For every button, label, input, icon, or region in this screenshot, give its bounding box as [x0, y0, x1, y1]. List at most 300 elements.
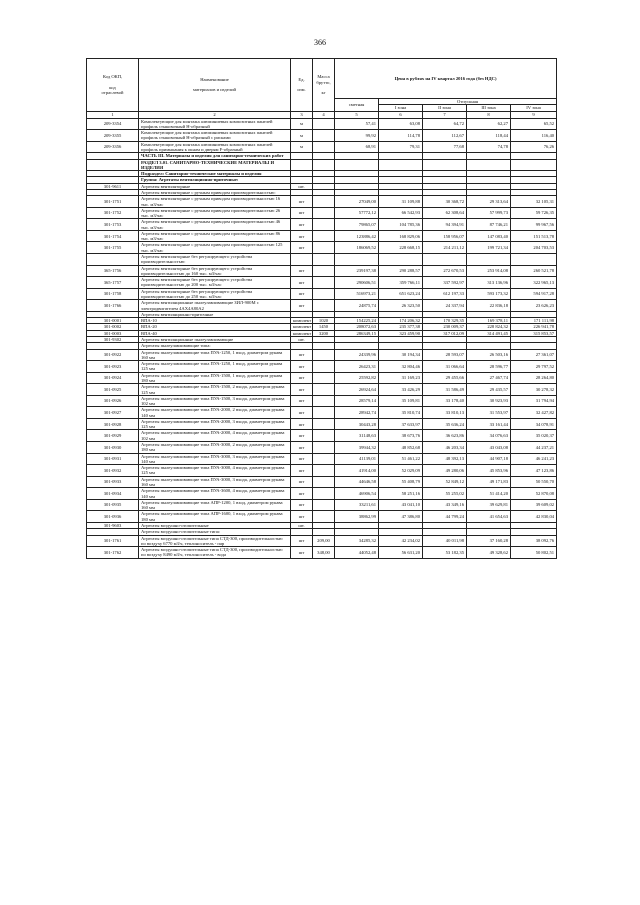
row-zone-4-price: 99 967,56: [511, 219, 557, 231]
row-mass: [313, 300, 335, 312]
row-zone-1-price: 42 234,02: [379, 535, 423, 547]
row-mass: [313, 476, 335, 488]
row-unit: м: [291, 130, 313, 142]
row-unit: шт: [291, 242, 313, 254]
row-zone-3-price: 147 083,40: [467, 230, 511, 242]
row-zone-2-price: 64,72: [423, 118, 467, 130]
row-name: Агрегаты вентиляторные с ручным приводом производительностью:: [139, 189, 291, 195]
row-zone-4-price: 322 965,13: [511, 277, 557, 289]
row-zone-1-price: 47 386,80: [379, 511, 423, 523]
row-zone-2-price: 48 392,13: [423, 453, 467, 465]
row-zone-3-price: 22 836,18: [467, 300, 511, 312]
row-estimate-price: 26423,31: [335, 361, 379, 373]
row-zone-3-price: 29 313,64: [467, 196, 511, 208]
row-name: Агрегаты вентиляторные без регулирующего устройства производительностью до 160 тыс. м3/час: [139, 265, 291, 277]
table-row: [87, 130, 557, 142]
row-estimate-price: 44646,58: [335, 476, 379, 488]
column-number: 5: [335, 111, 379, 118]
row-zone-2-price: 28 593,07: [423, 349, 467, 361]
row-name: Агрегаты воздушно-отопительные типа:: [139, 529, 291, 535]
row-zone-3-price: 28 596,77: [467, 361, 511, 373]
row-zone-3-price: 49 171,83: [467, 476, 511, 488]
row-code: 301-0926: [87, 395, 139, 407]
row-zone-4-price: 31 794,94: [511, 395, 557, 407]
row-zone-4-price: 204 703,53: [511, 242, 557, 254]
row-name: Агрегаты пылеулавливающие типа ПУА-1500, 2 входа, диаметром рукава 125 мм: [139, 384, 291, 396]
row-unit: шт: [291, 488, 313, 500]
header-zone-3: III зона: [467, 105, 511, 111]
row-zone-2-price: 24 337,94: [423, 300, 467, 312]
row-unit: комплект: [291, 318, 313, 324]
row-zone-1-price: 168 829,06: [379, 230, 423, 242]
row-zone-3-price: 228 824,32: [467, 324, 511, 330]
row-name: Агрегаты вентиляторные с ручным приводом производительностью 86 тыс. м3/час: [139, 230, 291, 242]
row-estimate-price: 28942,74: [335, 407, 379, 419]
row-zone-4-price: 44 237,21: [511, 442, 557, 454]
row-name: Агрегаты пылеулавливающие типа ПУА-1500, 1 вход, диаметром рукава 180 мм: [139, 372, 291, 384]
row-name: ЧАСТЬ III. Материалы и изделия для санитарно-технических работ: [139, 153, 291, 159]
row-estimate-price: 41139,01: [335, 453, 379, 465]
row-mass: [313, 361, 335, 373]
row-zone-3-price: 44 907,18: [467, 453, 511, 465]
row-zone-1-price: 56 631,20: [379, 547, 423, 559]
row-zone-1-price: 55 408,79: [379, 476, 423, 488]
row-zone-4-price: 32 105,31: [511, 196, 557, 208]
row-zone-2-price: 94 394,91: [423, 219, 467, 231]
row-zone-1-price: 323 459,90: [379, 330, 423, 336]
row-zone-3-price: [467, 254, 511, 266]
row-zone-3-price: 43 043,08: [467, 442, 511, 454]
row-zone-1-price: 30 194,34: [379, 349, 423, 361]
row-mass: [313, 242, 335, 254]
header-name: Наименование материалов и изделий: [139, 59, 291, 112]
row-code: 301-1761: [87, 535, 139, 547]
row-zone-1-price: 235 377,38: [379, 324, 423, 330]
row-name: Агрегаты вентиляционно-приточные: [139, 311, 291, 317]
row-zone-3-price: 33 161,44: [467, 418, 511, 430]
row-zone-1-price: 63,08: [379, 118, 423, 130]
row-zone-1-price: 66 542,93: [379, 207, 423, 219]
row-name: Подраздел: Санитарно-технические материалы и изделия: [139, 171, 291, 177]
row-code: 301-9603: [87, 522, 139, 528]
row-mass: [313, 254, 335, 266]
row-code: 301-1766: [87, 300, 139, 312]
row-zone-2-price: 33 810,13: [423, 407, 467, 419]
header-unit: Ед. изм.: [291, 59, 313, 112]
row-zone-1-price: 37 633,97: [379, 418, 423, 430]
table-body: [87, 118, 557, 558]
row-zone-4-price: 52 870,08: [511, 488, 557, 500]
row-unit: шт: [291, 442, 313, 454]
column-number: 7: [423, 111, 467, 118]
row-mass: [313, 288, 335, 300]
row-estimate-price: 123886,42: [335, 230, 379, 242]
row-zone-2-price: 112,67: [423, 130, 467, 142]
row-zone-3-price: 314 491,45: [467, 330, 511, 336]
header-zone-2: II зона: [423, 105, 467, 111]
row-zone-2-price: 31 586,49: [423, 384, 467, 396]
row-unit: шт.: [291, 336, 313, 342]
row-zone-2-price: 337 592,97: [423, 277, 467, 289]
row-code: 301-0936: [87, 511, 139, 523]
row-zone-4-price: [511, 159, 557, 171]
row-code: 209-3354: [87, 118, 139, 130]
row-mass: [313, 219, 335, 231]
row-name: РАЗДЕЛ 3.01. САНИТАРНО-ТЕХНИЧЕСКИЕ МАТЕРИАЛЫ И ИЗДЕЛИЯ: [139, 159, 291, 171]
row-estimate-price: 25592,82: [335, 372, 379, 384]
row-zone-1-price: 79,31: [379, 141, 423, 153]
row-estimate-price: 68,91: [335, 141, 379, 153]
row-zone-1-price: 290 288,57: [379, 265, 423, 277]
table-row: [87, 118, 557, 130]
table-row: [87, 361, 557, 373]
column-number: 6: [379, 111, 423, 118]
row-code: 301-0922: [87, 349, 139, 361]
row-zone-4-price: 315 853,57: [511, 330, 557, 336]
row-unit: м: [291, 118, 313, 130]
row-zone-1-price: 51 461,22: [379, 453, 423, 465]
row-code: 301-1754: [87, 230, 139, 242]
table-header: [87, 59, 557, 119]
row-code: 301-0930: [87, 442, 139, 454]
row-name: Агрегаты пылеулавливающие типа ПУА-3000, 3 входа, диаметром рукава 140 мм: [139, 453, 291, 465]
row-zone-2-price: 158 956,07: [423, 230, 467, 242]
row-unit: шт: [291, 535, 313, 547]
row-zone-4-price: 32 427,82: [511, 407, 557, 419]
row-unit: шт: [291, 418, 313, 430]
row-mass: [313, 465, 335, 477]
row-zone-2-price: 52 849,12: [423, 476, 467, 488]
row-mass: [313, 453, 335, 465]
row-mass: 209,00: [313, 535, 335, 547]
row-mass: [313, 118, 335, 130]
row-code: 301-0925: [87, 384, 139, 396]
row-code: 209-3355: [87, 130, 139, 142]
table-row: [87, 288, 557, 300]
row-code: 301-1755: [87, 242, 139, 254]
row-zone-3-price: 169 378,11: [467, 318, 511, 324]
row-zone-2-price: 62 308,64: [423, 207, 467, 219]
row-code: 301-0923: [87, 361, 139, 373]
row-estimate-price: 24875,74: [335, 300, 379, 312]
row-zone-4-price: [511, 254, 557, 266]
row-zone-3-price: 31 553,97: [467, 407, 511, 419]
row-unit: комплект: [291, 330, 313, 336]
table-row: [87, 349, 557, 361]
row-zone-1-price: 651 623,24: [379, 288, 423, 300]
row-zone-2-price: 35 636,24: [423, 418, 467, 430]
row-name: Группа: Агрегаты вентиляционно-приточные:: [139, 177, 291, 183]
row-code: 301-0929: [87, 430, 139, 442]
row-zone-1-price: 359 766,11: [379, 277, 423, 289]
row-zone-1-price: 174 206,32: [379, 318, 423, 324]
row-estimate-price: 99,92: [335, 130, 379, 142]
column-number: 8: [467, 111, 511, 118]
row-zone-4-price: 28 264,80: [511, 372, 557, 384]
row-unit: шт: [291, 407, 313, 419]
row-name: Агрегаты пылеулавливающие типа ПУА-1250, 1 вход, диаметром рукава 125 мм: [139, 361, 291, 373]
page-number: 366: [314, 38, 326, 47]
row-estimate-price: 38862,99: [335, 511, 379, 523]
row-unit: шт: [291, 230, 313, 242]
row-zone-2-price: [423, 159, 467, 171]
row-estimate-price: 286349,15: [335, 330, 379, 336]
row-zone-3-price: 313 136,96: [467, 277, 511, 289]
row-zone-2-price: 36 623,86: [423, 430, 467, 442]
row-name: Агрегаты пылеулавливающие типа ПУА-2000, 3 входа, диаметром рукава 125 мм: [139, 418, 291, 430]
row-code: 301-1753: [87, 219, 139, 231]
table-row: [87, 407, 557, 419]
row-zone-4-price: 23 626,23: [511, 300, 557, 312]
row-code: 301-0928: [87, 418, 139, 430]
row-unit: шт: [291, 547, 313, 559]
row-code: 301-0931: [87, 453, 139, 465]
row-name: Агрегаты пылеулавливающие типа ПУА-2000, 4 входа, диаметром рукава 102 мм: [139, 430, 291, 442]
table-row: [87, 207, 557, 219]
row-name: Комплектующие для монтажа алюминиевых композитных панелей профиль примыкания к окнам и дверям F-образный: [139, 141, 291, 153]
row-name: Агрегаты вентиляторные с ручным приводом производительностью 26 тыс. м3/час: [139, 207, 291, 219]
row-zone-1-price: 31 169,23: [379, 372, 423, 384]
row-zone-3-price: 26 503,16: [467, 349, 511, 361]
table-row: [87, 141, 557, 153]
row-zone-4-price: 46 241,23: [511, 453, 557, 465]
row-code: 209-3356: [87, 141, 139, 153]
row-unit: шт: [291, 476, 313, 488]
row-zone-3-price: 30 923,93: [467, 395, 511, 407]
row-mass: [313, 159, 335, 171]
table-row: [87, 418, 557, 430]
row-zone-2-price: 214 211,12: [423, 242, 467, 254]
table-row: [87, 254, 557, 266]
table-row: [87, 465, 557, 477]
row-zone-1-price: 33 426,29: [379, 384, 423, 396]
row-estimate-price: [335, 159, 379, 171]
row-zone-4-price: 226 941,78: [511, 324, 557, 330]
row-unit: шт: [291, 277, 313, 289]
row-zone-2-price: 29 455,66: [423, 372, 467, 384]
row-code: 301-1752: [87, 207, 139, 219]
row-name: Агрегаты вентиляторные с ручным приводом производительностью 125 тыс. м3/час: [139, 242, 291, 254]
row-code: 301-0935: [87, 499, 139, 511]
row-mass: [313, 277, 335, 289]
row-unit: шт: [291, 361, 313, 373]
row-mass: [313, 430, 335, 442]
row-zone-2-price: 612 197,33: [423, 288, 467, 300]
row-zone-3-price: 87 746,21: [467, 219, 511, 231]
row-unit: [291, 159, 313, 171]
row-mass: 348,00: [313, 547, 335, 559]
row-name: Агрегаты пылеулавливающие типа ПУА-3000, 3 входа, диаметром рукава 160 мм: [139, 476, 291, 488]
row-unit: шт: [291, 300, 313, 312]
table-row: [87, 372, 557, 384]
row-estimate-price: 186069,52: [335, 242, 379, 254]
row-estimate-price: 41914,00: [335, 465, 379, 477]
row-name: Агрегаты пылеулавливающие типа ПУА-1500, 3 входа, диаметром рукава 102 мм: [139, 395, 291, 407]
row-zone-1-price: 48 852,68: [379, 442, 423, 454]
row-estimate-price: 24339,96: [335, 349, 379, 361]
row-zone-1-price: 35 109,81: [379, 395, 423, 407]
row-zone-2-price: 33 178,40: [423, 395, 467, 407]
row-zone-1-price: 58 251,16: [379, 488, 423, 500]
row-name: Агрегаты пылеулавливающие типа АПР-1200, 1 вход, диаметром рукава 160 мм: [139, 499, 291, 511]
table-row: [87, 159, 557, 171]
header-mass: Масса брутто, кг: [313, 59, 335, 112]
row-estimate-price: 46906,54: [335, 488, 379, 500]
row-estimate-price: 154225,24: [335, 318, 379, 324]
row-name: Агрегаты пылеулавливающие типа ПУА-1250, 1 вход, диаметром рукава 160 мм: [139, 349, 291, 361]
row-zone-1-price: 26 323,50: [379, 300, 423, 312]
row-zone-4-price: 116,40: [511, 130, 557, 142]
table-row: [87, 499, 557, 511]
row-estimate-price: 239197,38: [335, 265, 379, 277]
row-estimate-price: 31148,63: [335, 430, 379, 442]
row-code: 301-0001: [87, 318, 139, 324]
row-zone-3-price: 34 076,63: [467, 430, 511, 442]
row-estimate-price: 79865,07: [335, 219, 379, 231]
table-row: [87, 230, 557, 242]
row-zone-2-price: 230 009,37: [423, 324, 467, 330]
row-mass: 1450: [313, 324, 335, 330]
row-mass: [313, 349, 335, 361]
row-name: Агрегаты вентиляционные пылеулавливающие: [139, 336, 291, 342]
row-code: 301-1758: [87, 288, 139, 300]
row-name: Агрегаты вентиляционные пылеулавливающие ЗИЛ-900М с электродвигателем 4АХ4А80А2: [139, 300, 291, 312]
header-release: Отпускная: [379, 99, 557, 105]
row-mass: [313, 265, 335, 277]
row-zone-2-price: 77,68: [423, 141, 467, 153]
row-unit: шт: [291, 288, 313, 300]
row-zone-2-price: 43 349,16: [423, 499, 467, 511]
row-zone-3-price: 39 629,81: [467, 499, 511, 511]
row-name: Агрегаты пылеулавливающие типа АПР-1600, 1 вход, диаметром рукава 180 мм: [139, 511, 291, 523]
row-name: Агрегаты пылеулавливающие типа ПУА-3600, 4 входа, диаметром рукава 140 мм: [139, 488, 291, 500]
row-zone-3-price: 49 328,62: [467, 547, 511, 559]
row-zone-3-price: [467, 159, 511, 171]
row-zone-3-price: 253 914,08: [467, 265, 511, 277]
header-estimate: сметная: [335, 99, 379, 112]
row-zone-4-price: 34 078,91: [511, 418, 557, 430]
column-number: 3: [291, 111, 313, 118]
row-zone-1-price: 32 804,46: [379, 361, 423, 373]
row-name: Агрегаты вентиляторные: [139, 183, 291, 189]
row-mass: [313, 372, 335, 384]
row-zone-4-price: 151 513,78: [511, 230, 557, 242]
table-row: [87, 430, 557, 442]
row-zone-2-price: 53 182,35: [423, 547, 467, 559]
row-name: Комплектующие для монтажа алюминиевых композитных панелей профиль стыковочный Н-образный: [139, 118, 291, 130]
row-name: Агрегаты пылеулавливающие типа ПУА-3000, 4 входа, диаметром рукава 125 мм: [139, 465, 291, 477]
column-number: 1: [87, 111, 139, 118]
row-unit: шт: [291, 499, 313, 511]
row-mass: [313, 499, 335, 511]
table-row: [87, 196, 557, 208]
table-row: [87, 476, 557, 488]
row-unit: шт.: [291, 183, 313, 189]
row-zone-2-price: [423, 254, 467, 266]
row-zone-1-price: 104 785,36: [379, 219, 423, 231]
row-mass: [313, 230, 335, 242]
row-code: [87, 254, 139, 266]
row-zone-4-price: 59 726,35: [511, 207, 557, 219]
row-name: ВПА-40: [139, 330, 291, 336]
row-zone-4-price: 76,26: [511, 141, 557, 153]
row-zone-3-price: 29 435,57: [467, 384, 511, 396]
row-mass: 1020: [313, 318, 335, 324]
row-unit: шт.: [291, 522, 313, 528]
row-zone-4-price: 38 092,76: [511, 535, 557, 547]
row-estimate-price: 33211,61: [335, 499, 379, 511]
row-zone-4-price: 35 020,37: [511, 430, 557, 442]
row-estimate-price: 39944,32: [335, 442, 379, 454]
row-zone-4-price: 50 802,51: [511, 547, 557, 559]
row-code: 301-9302: [87, 336, 139, 342]
row-name: Комплектующие для монтажа алюминиевых композитных панелей профиль стыковочный Н-образный с рисками: [139, 130, 291, 142]
table-row: [87, 453, 557, 465]
row-zone-3-price: 41 654,63: [467, 511, 511, 523]
row-code: 301-9611: [87, 183, 139, 189]
row-zone-1-price: 38 673,76: [379, 430, 423, 442]
row-name: ВПА-10: [139, 318, 291, 324]
column-number: 4: [313, 111, 335, 118]
row-name: Агрегаты вентиляторные с ручным приводом производительностью 46 тыс. м3/час: [139, 219, 291, 231]
row-mass: [313, 488, 335, 500]
row-code: 365-1756: [87, 265, 139, 277]
row-name: Агрегаты пылеулавливающие типа:: [139, 343, 291, 349]
row-estimate-price: [335, 254, 379, 266]
row-code: 301-0003: [87, 330, 139, 336]
row-zone-2-price: 30 368,72: [423, 196, 467, 208]
row-mass: [313, 407, 335, 419]
row-zone-3-price: 74,78: [467, 141, 511, 153]
row-code: 301-0932: [87, 465, 139, 477]
row-estimate-price: 28579,14: [335, 395, 379, 407]
row-zone-4-price: 47 123,86: [511, 465, 557, 477]
row-unit: м: [291, 141, 313, 153]
row-zone-4-price: 594 917,28: [511, 288, 557, 300]
row-zone-4-price: 39 609,02: [511, 499, 557, 511]
table-row: [87, 300, 557, 312]
row-zone-2-price: 272 670,53: [423, 265, 467, 277]
table-row: [87, 277, 557, 289]
row-unit: шт: [291, 465, 313, 477]
row-code: 301-0933: [87, 476, 139, 488]
row-zone-2-price: 46 203,34: [423, 442, 467, 454]
row-zone-4-price: 260 521,78: [511, 265, 557, 277]
row-unit: шт: [291, 511, 313, 523]
table-row: [87, 395, 557, 407]
row-mass: 3200: [313, 330, 335, 336]
row-estimate-price: 34285,32: [335, 535, 379, 547]
row-zone-3-price: 27 467,74: [467, 372, 511, 384]
row-mass: [313, 418, 335, 430]
row-name: Агрегаты воздушно-отопительные типа СТД-300, производительностью по воздуху 6770 м3/ч, теплоноситель - пар: [139, 535, 291, 547]
row-unit: шт: [291, 349, 313, 361]
row-zone-2-price: 40 011,98: [423, 535, 467, 547]
row-name: Агрегаты воздушно-отопительные типа СТД-300, производительностью по воздуху 8490 м3/ч, теплоноситель - вода: [139, 547, 291, 559]
row-mass: [313, 511, 335, 523]
row-unit: шт: [291, 453, 313, 465]
row-zone-3-price: 118,44: [467, 130, 511, 142]
row-zone-1-price: 31 109,88: [379, 196, 423, 208]
row-code: 301-0002: [87, 324, 139, 330]
row-zone-4-price: 29 797,52: [511, 361, 557, 373]
row-mass: [313, 207, 335, 219]
row-zone-4-price: 65,52: [511, 118, 557, 130]
row-zone-4-price: 27 361,07: [511, 349, 557, 361]
row-code: 365-1757: [87, 277, 139, 289]
row-unit: комплект: [291, 324, 313, 330]
header-zone-1: I зона: [379, 105, 423, 111]
